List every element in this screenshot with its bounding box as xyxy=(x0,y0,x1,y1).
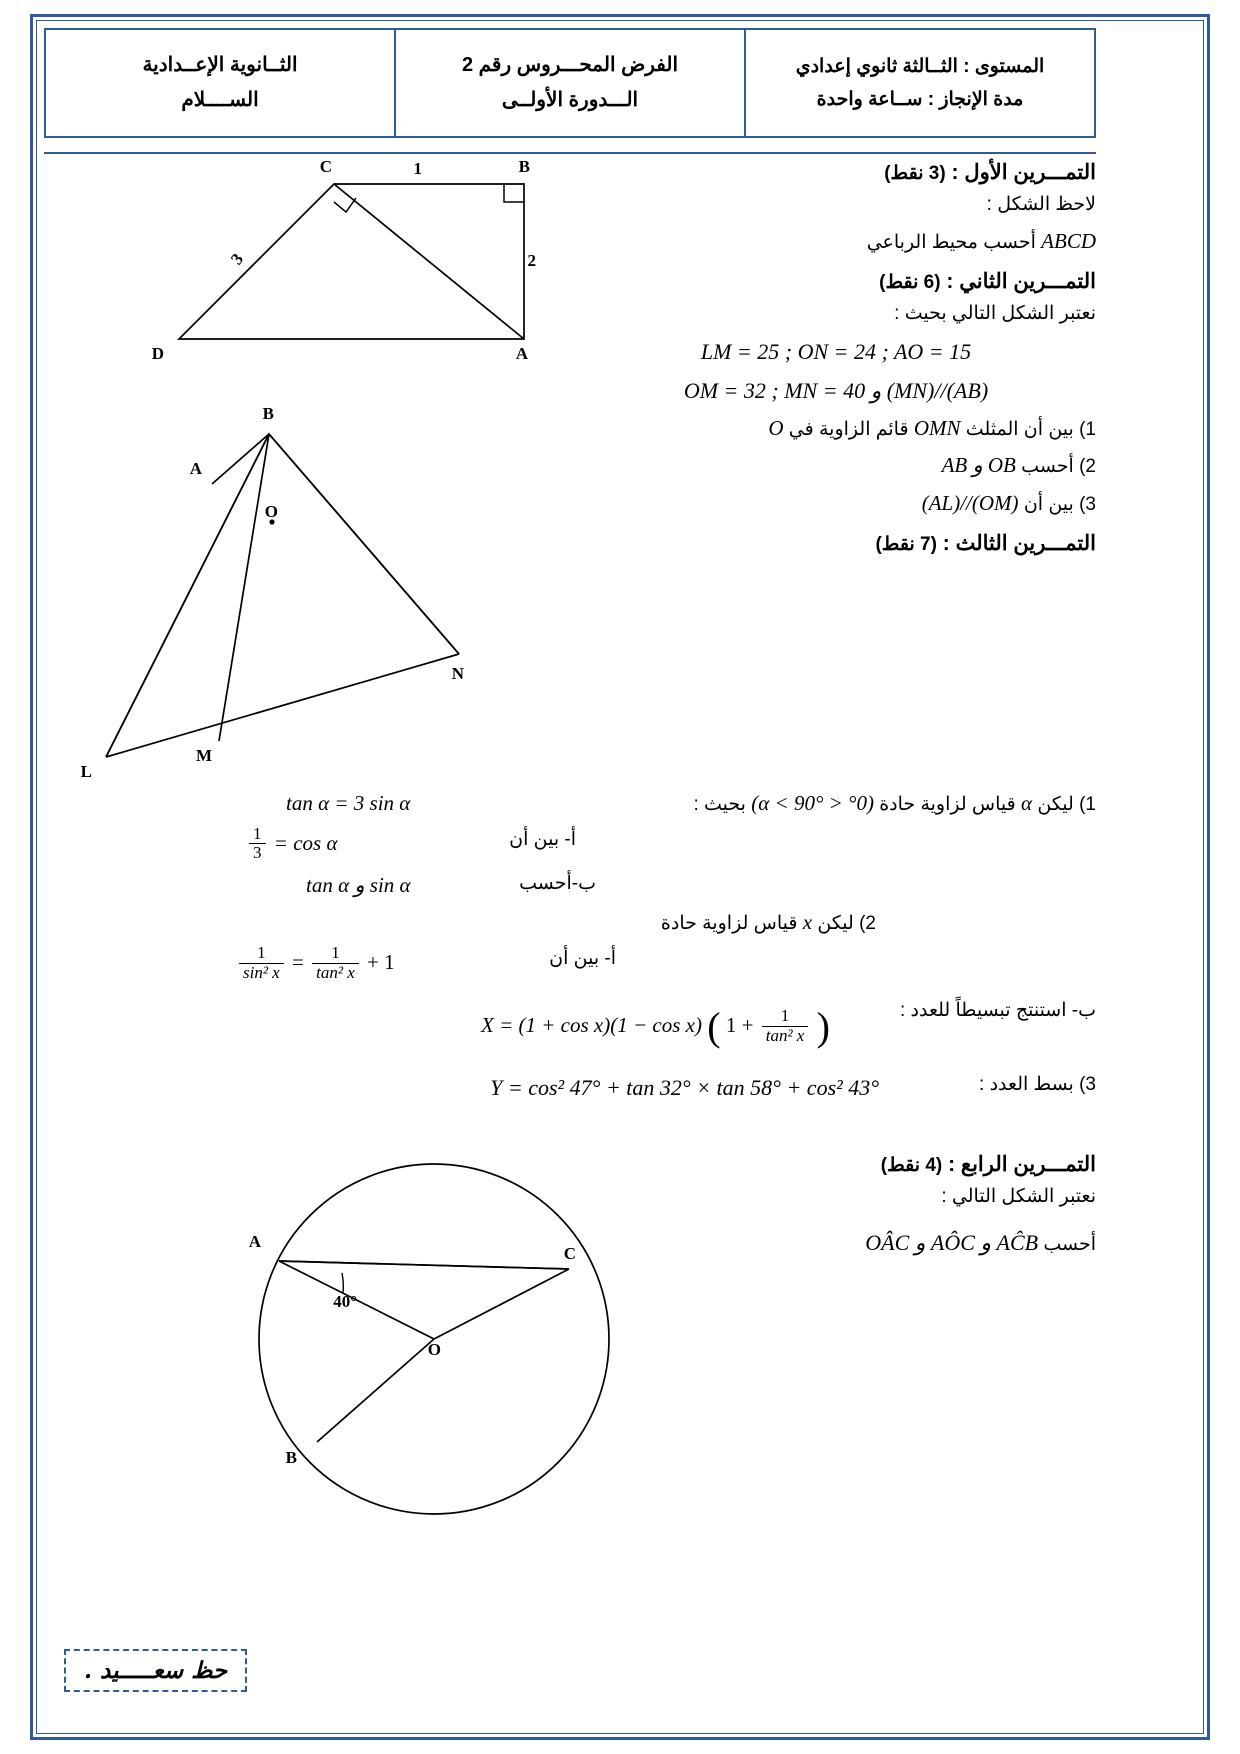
figure-2-label-A: A xyxy=(189,459,202,478)
exercise-2-points: (6 نقط) xyxy=(879,272,941,293)
exercise-3-q2b-paren-close: ) xyxy=(816,1004,830,1050)
exercise-3-q1a xyxy=(56,823,1096,864)
figure-3-label-C: C xyxy=(563,1244,576,1263)
exercise-2-question-1 xyxy=(576,413,1096,445)
figure-1-quadrilateral xyxy=(104,154,554,374)
exercise-2-q3-text: بين أن xyxy=(1023,493,1074,515)
exercise-3-q2a-lhs: 1 + xyxy=(367,950,395,975)
exercise-4-points: (4 نقط) xyxy=(880,1155,943,1176)
exercise-3-q1b xyxy=(56,870,1096,902)
exercise-2-title xyxy=(576,269,1096,294)
exercise-3-q3-colon: : xyxy=(979,1074,985,1096)
figure-3-label-O: O xyxy=(427,1340,441,1359)
figure-1-length-1: 1 xyxy=(413,159,422,178)
exercise-3-q3-equation: Y = cos² 47° + tan 32° × tan 58° + cos² 43° xyxy=(490,1075,880,1101)
exercise-3-q2b-inner-pre: 1 + xyxy=(725,1013,754,1038)
exercise-2-q2-text: أحسب xyxy=(1021,456,1074,477)
exercise-2-q3-math: (OM)//(AL) xyxy=(921,490,1019,515)
school-line-1: الثــانوية الإعــدادية xyxy=(142,54,298,76)
exercise-3-q1b-label: ب-أحسب xyxy=(519,872,596,894)
exercise-3-block xyxy=(56,782,1096,1111)
figure-2-label-N: N xyxy=(451,664,464,683)
exercise-3-q1-range: (0° < α < 90°) xyxy=(751,791,874,815)
exercise-4-title-text: التمـــرين الرابع : xyxy=(948,1153,1096,1176)
exercise-3-title xyxy=(576,531,1096,556)
exercise-2-q3-number: 3) xyxy=(1079,493,1096,515)
figure-3-angle-value: 40° xyxy=(333,1292,357,1311)
exercise-3-q2a-f2-den: sin² x xyxy=(239,963,284,983)
level-line-2: مدة الإنجاز : ســاعة واحدة xyxy=(816,89,1024,110)
exercise-3-question-2 xyxy=(56,907,1096,939)
exercise-2-q1-vertex: O xyxy=(768,415,784,440)
figure-2-label-L: L xyxy=(80,762,92,779)
exercise-3-q2b-label: ب- استنتج تبسيطاً للعدد xyxy=(910,1000,1096,1022)
exercise-3-q1-equation: tan α = 3 sin α xyxy=(286,791,411,815)
figure-3-label-A: A xyxy=(248,1232,261,1251)
exercise-4-block xyxy=(576,1152,1096,1265)
exercise-3-q1a-eq: cos α = xyxy=(273,830,338,855)
exercise-3-q1a-num: 1 xyxy=(253,823,262,843)
exercise-3-q2a xyxy=(56,942,1096,983)
exercise-3-q2b-fraction xyxy=(762,1007,809,1045)
exercise-1-points: (3 نقط) xyxy=(884,163,946,184)
exercise-3-q2b xyxy=(56,997,1096,1057)
figure-2-label-B: B xyxy=(262,404,274,423)
exercise-2-line-1: نعتبر الشكل التالي بحيث : xyxy=(894,303,1096,324)
exercise-3-question-1 xyxy=(56,788,1096,820)
exercise-3-q1-number: 1) ليكن xyxy=(1037,794,1096,815)
exercise-2-question-2 xyxy=(576,450,1096,482)
exercise-3-q2a-fraction-2 xyxy=(239,944,284,982)
exam-line-1: الفرض المحـــروس رقم 2 xyxy=(461,54,679,76)
figure-3-label-B: B xyxy=(285,1448,297,1467)
header-cell-school xyxy=(46,30,396,136)
figure-1-label-B: B xyxy=(518,157,530,176)
exercise-4-line-2 xyxy=(576,1226,1096,1260)
exercise-4-text: أحسب xyxy=(1043,1233,1096,1255)
header-cell-exam xyxy=(396,30,746,136)
exercise-2-question-3 xyxy=(576,488,1096,520)
exercise-1-line-2 xyxy=(576,226,1096,258)
header-table xyxy=(44,28,1096,138)
exercise-3-q1-alpha: α xyxy=(1021,791,1033,815)
exercise-1-line-2-text: أحسب محيط الرباعي xyxy=(866,231,1036,253)
level-line-1: المستوى : الثــالثة ثانوي إعدادي xyxy=(795,55,1045,77)
exercise-3-q2a-f1-num: 1 xyxy=(331,942,340,962)
exercise-2-q1-number: 1) xyxy=(1079,418,1096,440)
figure-1-label-C: C xyxy=(319,157,332,176)
exercise-3-title-text: التمـــرين الثالث : xyxy=(942,532,1096,555)
exercise-3-q2a-f2-num: 1 xyxy=(257,942,266,962)
exercise-3-q1a-fraction xyxy=(249,825,266,863)
exercise-3-q2-number: 2) ليكن xyxy=(817,913,876,935)
exercise-2-data-2: (AB)//(MN) و OM = 32 ; MN = 40 xyxy=(683,377,989,403)
exercise-3-q2-text: قياس لزاوية حادة xyxy=(660,913,798,935)
exercise-1-title-text: التمـــرين الأول : xyxy=(951,161,1096,184)
exercise-3-q1a-label: أ- بين أن xyxy=(509,828,576,850)
questions-column xyxy=(576,160,1096,560)
exercise-2-data-1: LM = 25 ; ON = 24 ; AO = 15 xyxy=(700,338,972,364)
header-cell-level xyxy=(746,30,1094,136)
exam-line-2: الـــدورة الأولــى xyxy=(501,89,639,111)
school-line-2: الســــلام xyxy=(181,89,259,111)
exercise-3-q1-text-b: قياس لزاوية حادة xyxy=(879,794,1016,815)
exercise-3-points: (7 نقط) xyxy=(875,534,937,555)
exercise-2-q1-triangle: OMN xyxy=(913,415,961,440)
exercise-3-q3-label-wrap xyxy=(979,1071,1096,1100)
exercise-3-q2b-f-den: tan² x xyxy=(762,1026,809,1046)
figure-1-length-2: 2 xyxy=(527,251,536,270)
exercise-3-q2b-paren-open: ( xyxy=(707,1004,721,1050)
exercise-3-q2b-equation xyxy=(481,997,830,1057)
exercise-4-line-1: نعتبر الشكل التالي : xyxy=(941,1186,1096,1207)
figure-1-label-A: A xyxy=(515,344,528,363)
figure-2-label-O: O xyxy=(264,502,278,521)
exercise-3-q2a-f1-den: tan² x xyxy=(312,963,359,983)
exercise-1-quad: ABCD xyxy=(1041,228,1096,253)
figure-2-label-M: M xyxy=(195,746,212,765)
exercise-2-q1-text-b: قائم الزاوية في xyxy=(788,418,909,440)
exercise-2-q1-text-a: بين أن المثلث xyxy=(965,418,1074,440)
exercise-3-q2a-label: أ- بين أن xyxy=(549,947,616,969)
exercise-3-q3 xyxy=(56,1071,1096,1105)
exercise-3-q2-x: x xyxy=(802,910,813,935)
exam-body xyxy=(44,152,1096,1712)
exercise-3-q1b-eq: sin α و tan α xyxy=(306,872,411,897)
exercise-4-math: AĈB و AÔC و OÂC xyxy=(865,1229,1039,1255)
exercise-3-q2a-fraction-1 xyxy=(312,944,359,982)
good-luck-box xyxy=(64,1649,247,1692)
figure-3-circle xyxy=(239,1139,639,1539)
exercise-3-q2b-f-num: 1 xyxy=(780,1006,790,1026)
exercise-1-title xyxy=(576,160,1096,185)
exercise-3-q3-label: 3) بسط العدد xyxy=(989,1074,1096,1096)
figure-2-triangles xyxy=(64,389,534,779)
exercise-3-q1a-den: 3 xyxy=(249,843,266,863)
exercise-3-q2b-label-wrap xyxy=(900,997,1096,1026)
figure-1-label-D: D xyxy=(151,344,164,363)
figure-1-length-3: 3 xyxy=(226,249,248,269)
exercise-2-q2-math: OB و AB xyxy=(941,453,1016,477)
exercise-3-q2b-eq-pre: X = (1 + cos x)(1 − cos x) xyxy=(481,1013,702,1038)
exercise-3-q2a-equals: = xyxy=(292,950,304,975)
exercise-4-title xyxy=(576,1152,1096,1177)
exam-page xyxy=(30,14,1210,1740)
exercise-1-line-1: لاحظ الشكل : xyxy=(986,194,1096,215)
exercise-2-title-text: التمـــرين الثاني : xyxy=(946,270,1096,293)
good-luck-text: حظ سعـــــيد . xyxy=(84,1657,228,1684)
exercise-2-q2-number: 2) xyxy=(1079,456,1096,477)
exercise-3-q2b-colon: : xyxy=(899,1000,906,1022)
exercise-3-q1-text-c: بحيث : xyxy=(693,794,746,815)
